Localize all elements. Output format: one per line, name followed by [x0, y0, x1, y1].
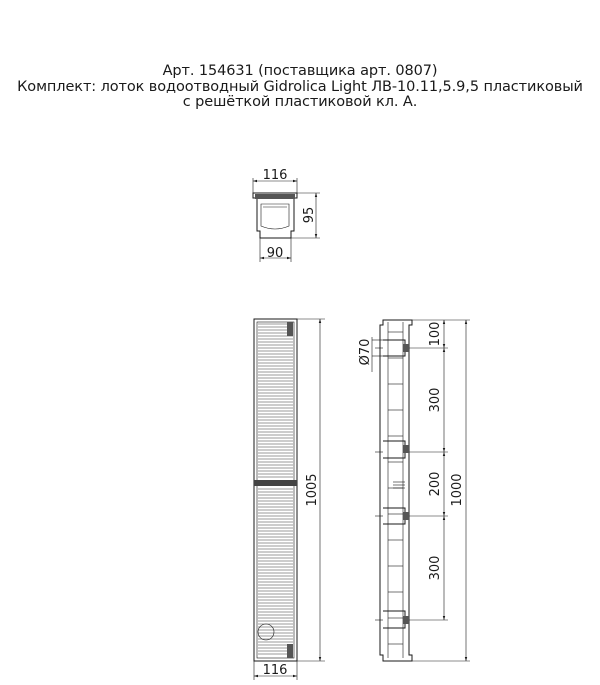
- dim-section-height: 95: [302, 206, 317, 224]
- section-grate: [255, 194, 295, 199]
- title-line-3: с решёткой пластиковой кл. А.: [182, 94, 418, 110]
- plan-outlet-circle: [258, 624, 274, 640]
- dim-seg-300-b: 300: [428, 555, 443, 581]
- dim-outlet-diameter: Ø70: [358, 338, 373, 366]
- dim-plan-length: 1005: [305, 473, 320, 507]
- dim-seg-300-a: 300: [428, 387, 443, 413]
- grate-slots: [258, 324, 293, 654]
- dim-section-bottom-width: 90: [266, 246, 284, 261]
- dim-total-length: 1000: [450, 473, 465, 507]
- grate-joint: [254, 480, 297, 486]
- dim-seg-200: 200: [428, 471, 443, 497]
- dim-seg-100: 100: [428, 321, 443, 347]
- dim-plan-bottom-width: 116: [262, 663, 288, 678]
- dim-section-top-width: 116: [262, 168, 288, 183]
- title-line-2: Комплект: лоток водоотводный Gidrolica Light ЛВ-10.11,5.9,5 пластиковый: [17, 79, 583, 95]
- title-line-1: Арт. 154631 (поставщика арт. 0807): [162, 63, 438, 79]
